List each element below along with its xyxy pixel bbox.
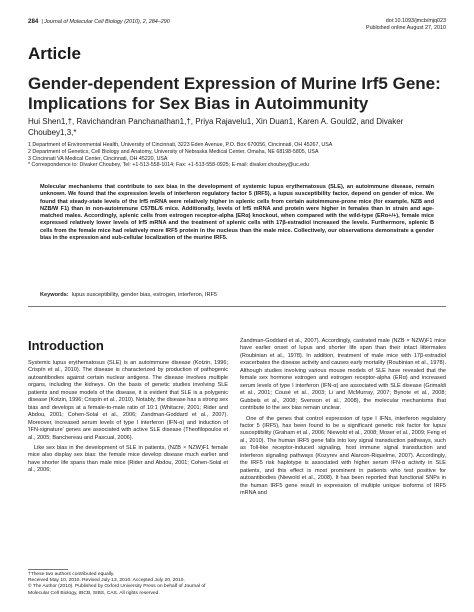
published-date: Published online August 27, 2010 — [365, 25, 446, 31]
intro-paragraph-3: Zandman-Goddard et al., 2007). Accordingly, castrated male (NZB × NZW)F1 mice have earlier onset of lupus and shorter life span than their intact littermates (Roubinian et al., 1978). In addition, treatment of male mice with 17β-estradiol exacerbates the disease activity and causes early mortality (Roubinian et al., 1978). Although studies involving various mouse models of SLE have revealed that the female sex hormone estrogen and estrogen receptor-alpha (ERα) and increased serum levels of type I interferon (IFN-α) are associated with SLE disease (Grimaldi et al., 2001; Cousé et al., 2003; Li and McMurray, 2007; Bynote et al., 2008; Gubbels et al., 2008; Svenson et al., 2008), the molecular mechanisms that contribute to the sex bias remain unclear. — [240, 338, 446, 412]
header-left — [28, 18, 170, 26]
doi-link[interactable]: doi:10.1093/jmcb/mjq023 — [385, 18, 446, 24]
affiliation-2: 2 Department of Genetics, Cell Biology and Anatomy, University of Nebraska Medical Center, Omaha, NE 68198-5805, USA — [28, 148, 319, 155]
keywords-text: lupus susceptibility, gender bias, estrogen, interferon, IRF5 — [71, 292, 218, 298]
keywords — [40, 292, 434, 299]
footnote-divider — [28, 569, 68, 570]
affiliation-1: 1 Department of Environmental Health, University of Cincinnati, 3223 Eden Avenue, P.O. Box 670056, Cincinnati, OH 45267, USA — [28, 142, 333, 148]
abstract: Molecular mechanisms that contribute to sex bias in the development of systemic lupus erythematosus (SLE), an autoimmune disease, remain unknown. We found that the expression levels of interferon regulatory factor 5 (IRF5), a lupus susceptibility factor, depend on gender of mice. We found that steady-state levels of the Irf5 mRNA were relatively higher in splenic cells from certain autoimmune-prone mice (for example, NZB and NZB/W F1) than in non-autoimmune C57BL/6 mice. Additionally, levels of Irf5 mRNA and protein were higher in females than in strain and age-matched males. Accordingly, splenic cells from estrogen receptor-alpha (ERα) knockout, when compared with the wild-type (ERα+/+), female mice expressed relatively lower levels of Irf5 mRNA and the treatment of splenic cells with 17β-estradiol increased the levels. Furthermore, splenic B cells from the female mice had relatively more IRF5 protein in the nucleus than the male mice. Collectively, our observations demonstrate a gender bias in the expression and sub-cellular localization of the murine IRF5. — [40, 184, 434, 242]
section-divider — [28, 306, 446, 307]
introduction-heading: Introduction — [28, 338, 104, 353]
intro-paragraph-4: One of the genes that control expression of type I IFNs, interferon regulatory factor 5 (IRF5), has been found to be a significant genetic risk factor for lupus susceptibility (Graham et al., 2006; Niewold et al., 2008; Moser et al., 2009; Feng et al., 2010). The human IRF5 gene falls into key signal transduction pathways, such as Toll-like receptor-induced signaling, host immune signal transduction and interferon signaling pathways (Kozyrev and Alarcon-Riquelme, 2007). Accordingly, the IRF5 risk haplotype is associated with higher serum IFN-α activity in SLE patients, and this effect is most prominent in patients who test positive for autoantibodies (Niewold et al., 2008). It has been reported that functional SNPs in the human IRF5 gene result in expression of multiple unique isoforms of IRF5 mRNA and — [240, 415, 446, 497]
correspondence: * Correspondence to: Divaker Choubey, Tel: +1-513-558-1014; Fax: +1-513-558-0925; E-mail: divaker.choubey@uc.edu — [28, 162, 310, 169]
page-number: 284 — [28, 18, 39, 25]
right-column — [240, 338, 446, 501]
footnotes — [28, 572, 228, 597]
author-list: Hui Shen1,†, Ravichandran Panchanathan1,†, Priya Rajavelu1, Xin Duan1, Karen A. Gould2, and Divaker Choubey1,3,* — [28, 117, 404, 137]
intro-paragraph-1: Systemic lupus erythematosus (SLE) is an autoimmune disease (Kotzin, 1996; Crispín et al., 2010). The disease is characterized by production of pathogenic autoantibodies against certain nuclear antigens. The disease involves multiple organs, including the kidneys. On the basis of genetic studies involving SLE patients and mouse models of the disease, it is evident that SLE is a polygenic disease (Kotzin, 1996; Crispín et al., 2010). Notably, the disease has a strong sex bias and develops at a female-to-male ratio of 10:1 (Whitacre, 2001; Rider and Abdou, 2001; Cohen-Solal et al., 2006; Zandman-Goddard et al., 2007). Moreover, increased serum levels of type I interferon (IFN-α) and induction of 'IFN-signature' genes are associated with active SLE disease (Theofilopoulos et al., 2005; Banchereau and Pascual, 2006). — [28, 360, 229, 441]
article-type-label: Article — [28, 44, 81, 63]
header-right — [366, 18, 446, 32]
affiliation-3: 3 Cincinnati VA Medical Center, Cincinnati, OH 45220, USA — [28, 155, 168, 162]
left-column — [28, 360, 228, 478]
article-title: Gender-dependent Expression of Murine Irf5 Gene: Implications for Sex Bias in Autoimmunity — [28, 74, 441, 113]
running-header — [28, 18, 446, 38]
footnote-dates: Received May 10, 2010. Revised July 13, 2010. Accepted July 20, 2010. — [28, 578, 185, 584]
footnote-copyright: © The Author (2010). Published by Oxford University Press on behalf of Journal of Molecular Cell Biology, IBCB, SIBS, CAS. All rights reserved. — [28, 584, 206, 596]
keywords-label: Keywords: — [40, 292, 69, 298]
affiliations — [28, 142, 448, 169]
intro-paragraph-2: Like sex bias in the development of SLE in patients, (NZB × NZW)F1 female mice also display sex bias: the female mice develop disease much earlier and have shorter life spans than male mice (Rider and Abdou, 2001; Cohen-Solal et al., 2006; — [28, 444, 228, 474]
journal-citation: | Journal of Molecular Cell Biology (2010), 2, 284–290 — [41, 19, 170, 25]
footnote-equal-contribution: †These two authors contributed equally. — [28, 572, 115, 577]
